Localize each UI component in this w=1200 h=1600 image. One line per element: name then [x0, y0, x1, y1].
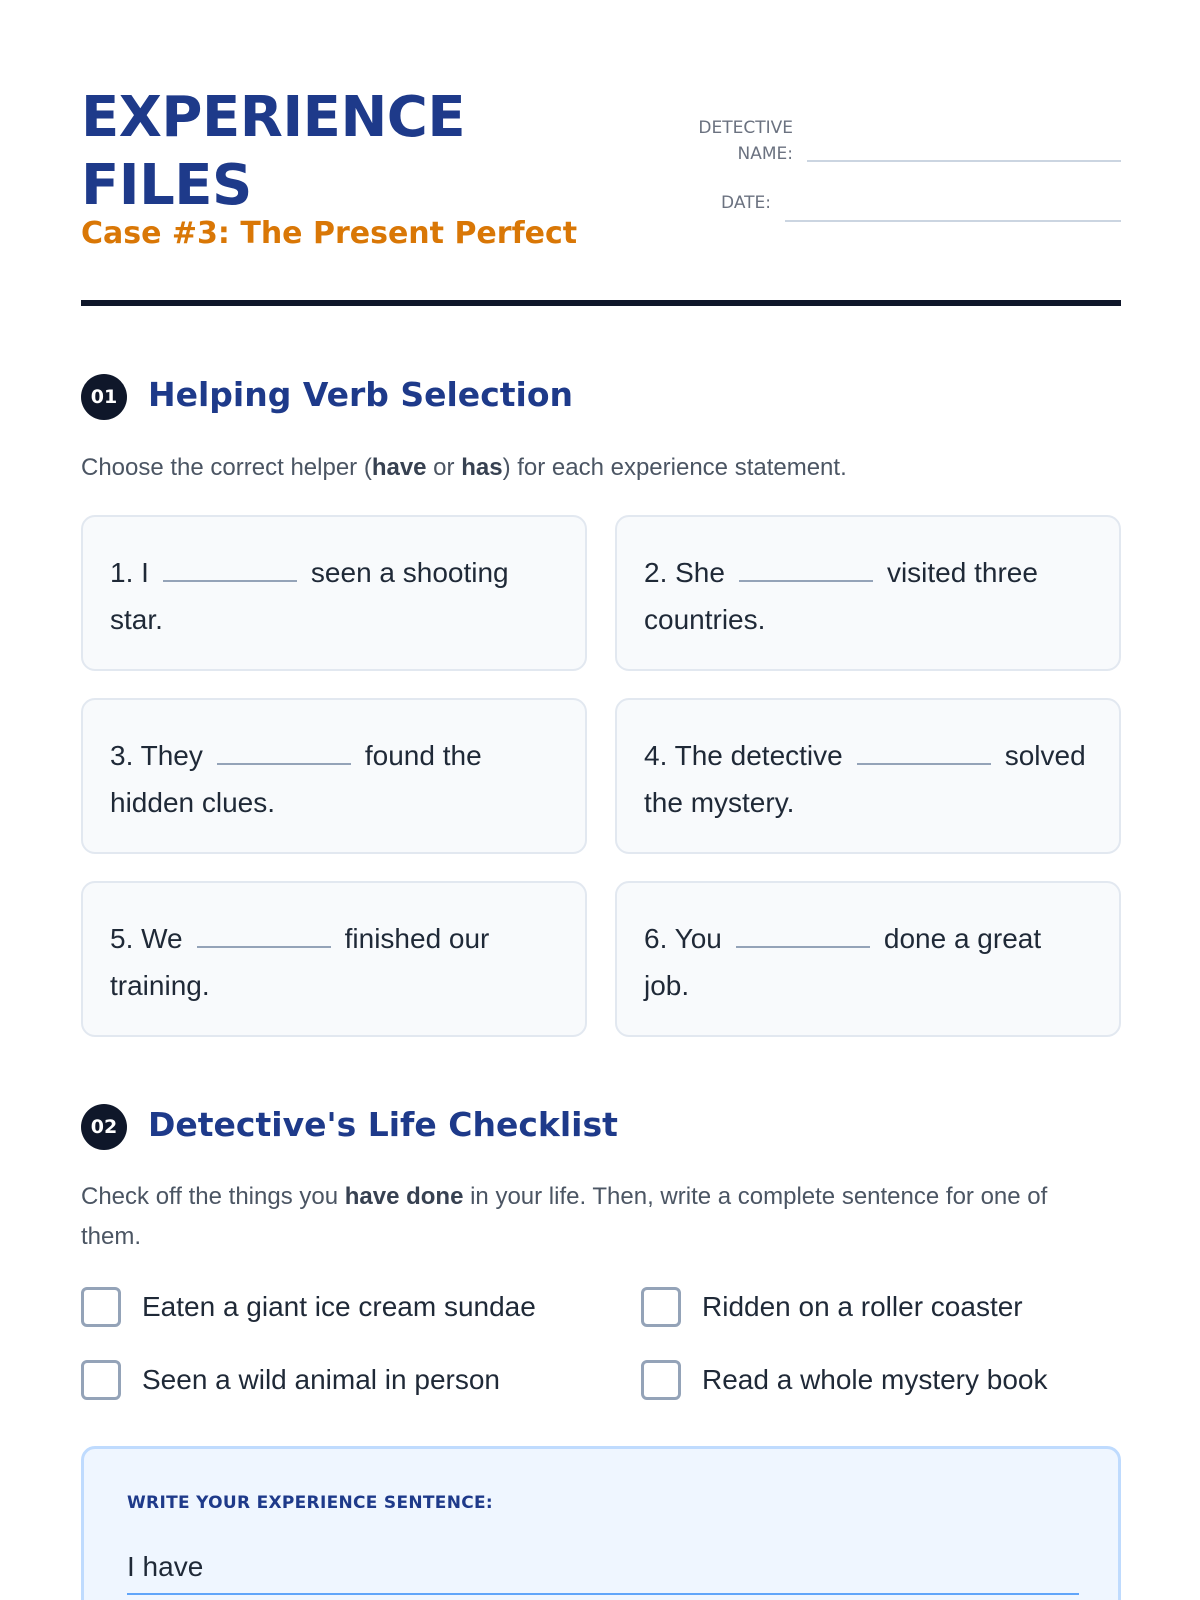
checklist-item-4[interactable] [641, 1360, 1048, 1400]
instruction-bold-has: has [461, 454, 503, 481]
instruction-text: in your life. Then, write a complete sentence for one of them. [81, 1183, 1048, 1250]
instruction-bold-have: have [371, 454, 427, 481]
page-subtitle: Case #3: The Present Perfect [81, 216, 578, 251]
question-text: 3. They [110, 740, 203, 771]
question-text: 2. She [644, 557, 725, 588]
question-text: 6. You [644, 923, 722, 954]
instruction-text: ) for each experience statement. [502, 454, 847, 481]
question-text: visited three countries. [644, 557, 1038, 635]
checkbox[interactable] [641, 1287, 681, 1327]
checklist-label: Ridden on a roller coaster [702, 1291, 1023, 1322]
checklist-label: Read a whole mystery book [702, 1364, 1048, 1395]
section-2-badge: 02 [81, 1104, 127, 1150]
worksheet-page [81, 0, 1121, 1600]
date-field-label: DATE: [721, 193, 771, 213]
question-card-1 [81, 515, 587, 671]
checklist-label: Seen a wild animal in person [142, 1364, 500, 1395]
header-divider [81, 300, 1121, 306]
answer-blank[interactable] [163, 554, 297, 582]
name-input-line[interactable] [807, 160, 1121, 162]
instruction-text: or [426, 454, 462, 481]
question-text: solved the mystery. [644, 740, 1086, 818]
section-1-badge: 01 [81, 374, 127, 420]
question-text: 4. The detective [644, 740, 843, 771]
section-2-instructions [81, 1177, 1091, 1257]
section-2-title: Detective's Life Checklist [148, 1105, 618, 1144]
checklist-item-1[interactable] [81, 1287, 536, 1327]
question-card-2 [615, 515, 1121, 671]
question-card-3 [81, 698, 587, 854]
question-text: finished our training. [110, 923, 490, 1001]
date-input-line[interactable] [785, 220, 1121, 222]
sentence-input[interactable]: I have [127, 1539, 1079, 1595]
page-title [81, 84, 641, 220]
question-card-6 [615, 881, 1121, 1037]
title-line-1: EXPERIENCE [81, 85, 466, 150]
checkbox[interactable] [641, 1360, 681, 1400]
sentence-writing-box [81, 1446, 1121, 1600]
answer-blank[interactable] [197, 920, 331, 948]
section-1-instructions [81, 448, 1121, 488]
section-1-title: Helping Verb Selection [148, 375, 574, 414]
question-card-5 [81, 881, 587, 1037]
title-line-2: FILES [81, 153, 252, 218]
question-card-4 [615, 698, 1121, 854]
question-text: found the hidden clues. [110, 740, 482, 818]
question-text: seen a shooting star. [110, 557, 509, 635]
checklist-item-2[interactable] [641, 1287, 1023, 1327]
checklist-label: Eaten a giant ice cream sundae [142, 1291, 536, 1322]
checklist-item-3[interactable] [81, 1360, 500, 1400]
answer-blank[interactable] [736, 920, 870, 948]
checkbox[interactable] [81, 1287, 121, 1327]
name-label-line-1: DETECTIVE [698, 118, 793, 138]
answer-blank[interactable] [857, 737, 991, 765]
question-text: 1. I [110, 557, 149, 588]
instruction-bold-have-done: have done [344, 1183, 464, 1210]
name-label-line-2: NAME: [737, 144, 793, 164]
answer-blank[interactable] [217, 737, 351, 765]
instruction-text: Check off the things you [81, 1183, 345, 1210]
instruction-text: Choose the correct helper ( [81, 454, 372, 481]
checkbox[interactable] [81, 1360, 121, 1400]
question-text: 5. We [110, 923, 183, 954]
question-text: done a great job. [644, 923, 1042, 1001]
answer-blank[interactable] [739, 554, 873, 582]
write-sentence-label: WRITE YOUR EXPERIENCE SENTENCE: [127, 1493, 494, 1513]
name-field-label [667, 115, 793, 167]
